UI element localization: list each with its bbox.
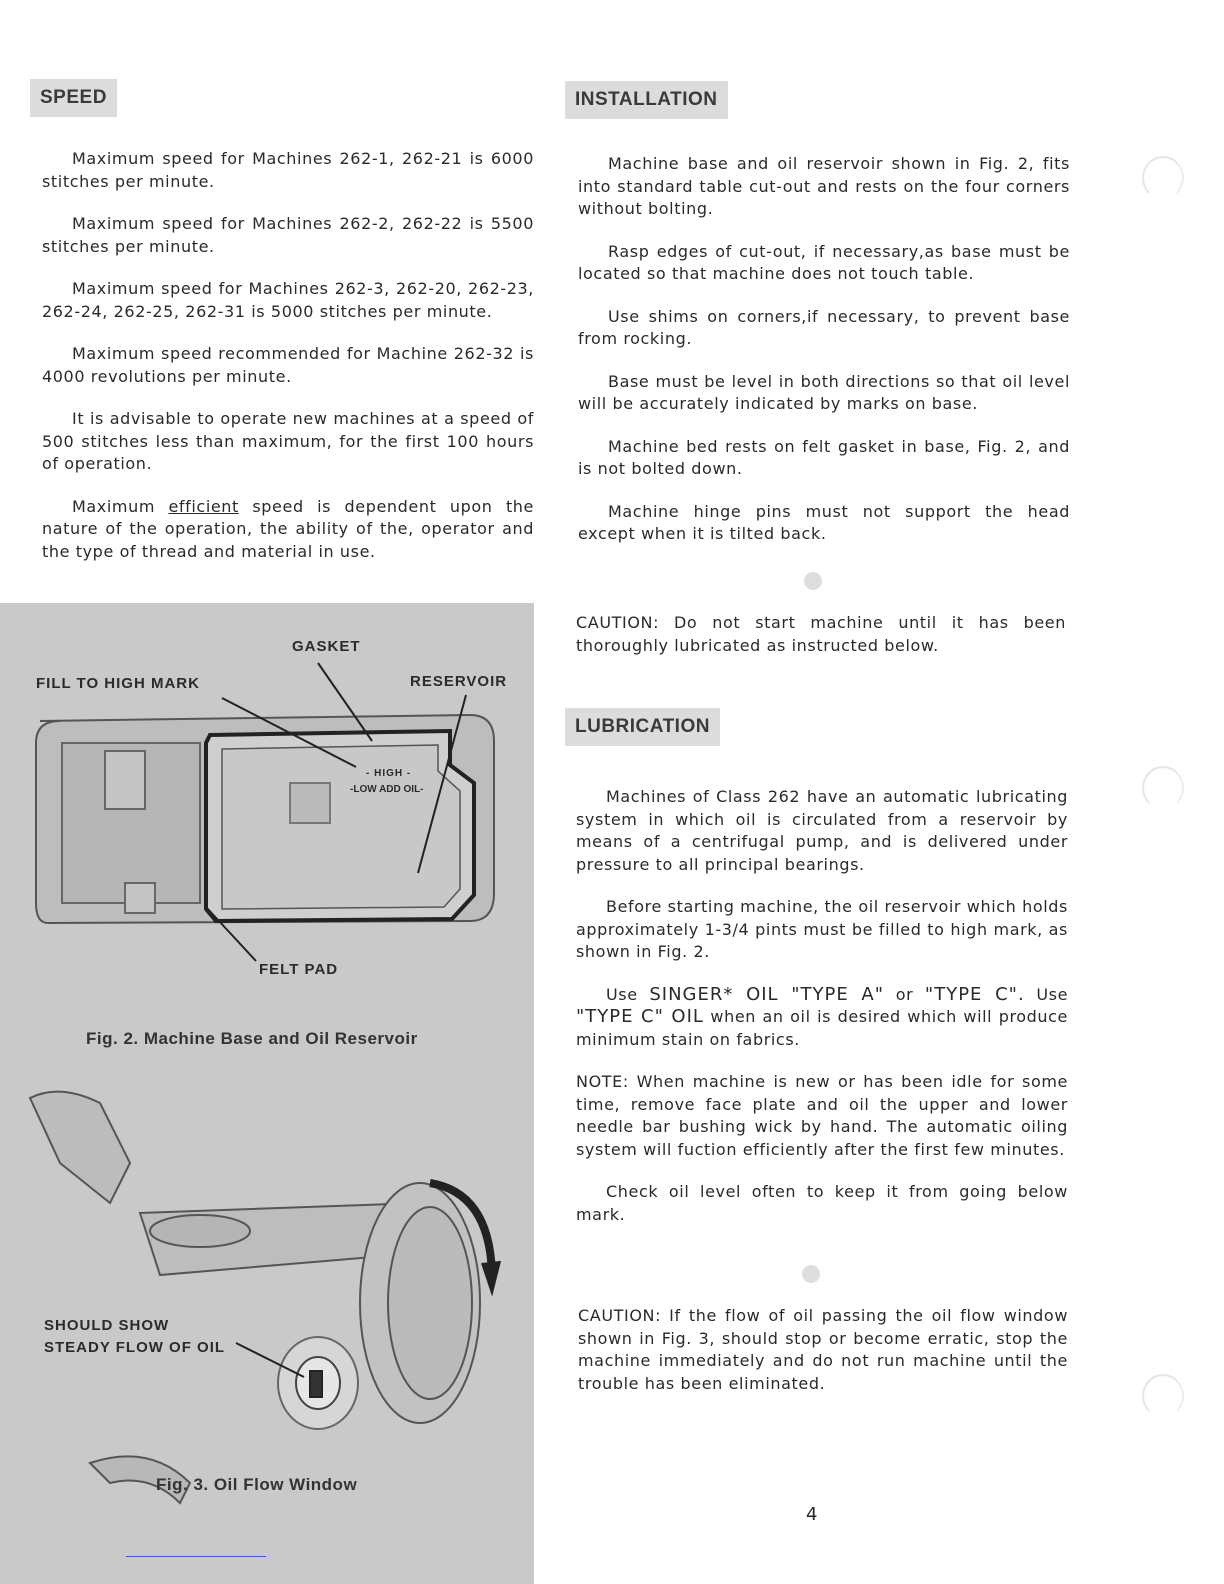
installation-caution: CAUTION: Do not start machine until it has been thoroughly lubricated as instructed below.	[576, 613, 1066, 655]
installation-paragraph: Rasp edges of cut-out, if necessary,as base must be located so that machine does not touch table.	[578, 241, 1070, 283]
installation-heading: INSTALLATION	[565, 81, 728, 119]
figure-panel	[0, 603, 534, 1584]
low-add-oil-label: -LOW ADD OIL-	[350, 784, 424, 795]
steady-flow-label-line1: SHOULD SHOW	[44, 1317, 170, 1334]
lubrication-paragraph: Machines of Class 262 have an automatic lubricating system in which oil is circulated from a reservoir by means of a centrifugal pump, and is delivered under pressure to all principal bearings.	[576, 787, 1068, 874]
fig2-caption: Fig. 2. Machine Base and Oil Reservoir	[86, 1029, 418, 1048]
installation-paragraph: Machine hinge pins must not support the head except when it is tilted back.	[578, 501, 1070, 543]
link-underline	[126, 1556, 266, 1557]
felt-pad-label: FELT PAD	[259, 961, 339, 978]
installation-paragraph: Base must be level in both directions so that oil level will be accurately indicated by marks on base.	[578, 371, 1070, 413]
figures-illustration	[0, 603, 534, 1584]
speed-heading: SPEED	[30, 79, 117, 117]
efficient-word: efficient	[168, 496, 239, 516]
lubrication-paragraph: Use SINGER* OIL "TYPE A" or "TYPE C". Use "TYPE C" OIL when an oil is desired which will produce minimum stain on fabrics.	[576, 983, 1069, 1049]
bullet-dot	[804, 572, 822, 590]
lubrication-caution: CAUTION: If the flow of oil passing the oil flow window shown in Fig. 3, should stop or become erratic, stop the machine immediately and do not run machine until the trouble has been eliminated.	[578, 1306, 1068, 1393]
speed-section	[42, 148, 534, 583]
lubrication-paragraph: Before starting machine, the oil reservoir which holds approximately 1-3/4 pints must be filled to high mark, as shown in Fig. 2.	[576, 897, 1068, 961]
binder-hole	[1142, 766, 1184, 810]
lubrication-paragraph: Check oil level often to keep it from going below mark.	[576, 1182, 1068, 1224]
speed-paragraph: Maximum speed recommended for Machine 262-32 is 4000 revolutions per minute.	[42, 344, 534, 386]
binder-hole	[1142, 1374, 1184, 1418]
speed-paragraph: It is advisable to operate new machines at a speed of 500 stitches less than maximum, for the first 100 hours of operation.	[42, 409, 534, 473]
gasket-label: GASKET	[292, 638, 361, 655]
speed-paragraph: Maximum speed for Machines 262-3, 262-20, 262-23, 262-24, 262-25, 262-31 is 5000 stitches per minute.	[42, 279, 534, 321]
high-mark-label: - HIGH -	[366, 768, 412, 779]
speed-paragraph: Maximum speed for Machines 262-1, 262-21 is 6000 stitches per minute.	[42, 149, 534, 191]
installation-paragraph: Machine bed rests on felt gasket in base, Fig. 2, and is not bolted down.	[578, 436, 1070, 478]
bullet-dot	[802, 1265, 820, 1283]
lubrication-heading: LUBRICATION	[565, 708, 720, 746]
steady-flow-label-line2: STEADY FLOW OF OIL	[44, 1339, 226, 1356]
installation-section	[578, 153, 1070, 566]
installation-paragraph: Use shims on corners,if necessary, to prevent base from rocking.	[578, 306, 1070, 348]
fig3-caption: Fig. 3. Oil Flow Window	[156, 1475, 358, 1494]
oil-flow-drawing	[30, 1092, 500, 1503]
lubrication-section	[576, 786, 1068, 1246]
binder-hole	[1142, 156, 1184, 200]
machine-base-drawing	[36, 715, 494, 923]
page-number: 4	[806, 1504, 818, 1525]
installation-paragraph: Machine base and oil reservoir shown in Fig. 2, fits into standard table cut-out and rests on the four corners without bolting.	[578, 154, 1070, 218]
lubrication-note: NOTE: When machine is new or has been idle for some time, remove face plate and oil the upper and lower needle bar bushing wick by hand. The automatic oiling system will fuction efficiently after the first few minutes.	[576, 1072, 1068, 1159]
reservoir-label: RESERVOIR	[410, 673, 508, 690]
fill-to-high-mark-label: FILL TO HIGH MARK	[36, 675, 200, 692]
speed-paragraph: Maximum speed for Machines 262-2, 262-22 is 5500 stitches per minute.	[42, 214, 534, 256]
speed-paragraph: Maximum efficient speed is dependent upon the nature of the operation, the ability of the, operator and the type of thread and material in use.	[42, 496, 534, 561]
